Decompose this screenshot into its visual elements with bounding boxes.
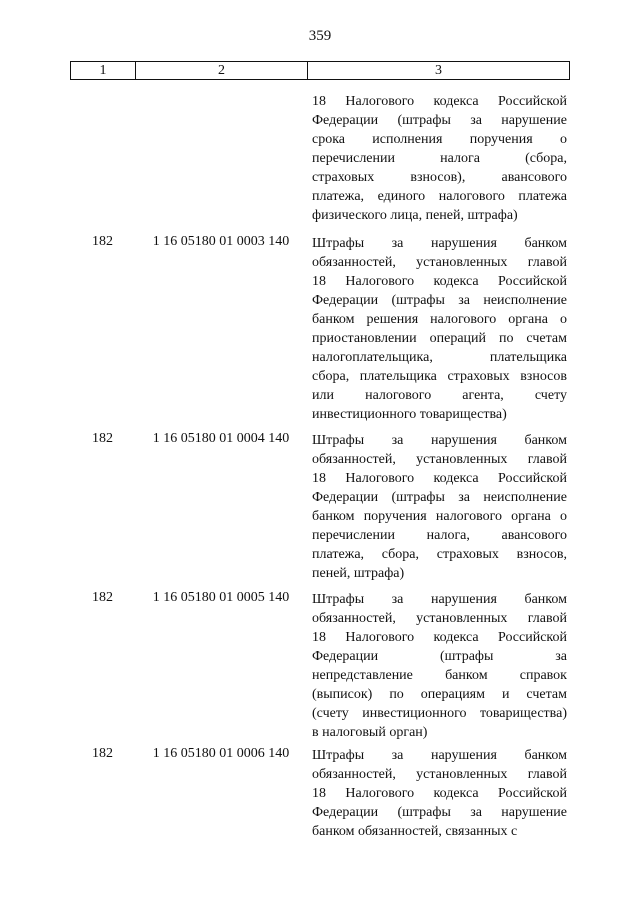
description-line: обязанностей, установленных главой (312, 255, 567, 270)
row-description (312, 590, 567, 742)
description-line: срока исполнения поручения о (312, 132, 567, 147)
admin-code: 182 (92, 590, 113, 605)
description-line: банком поручения налогового органа о (312, 509, 567, 524)
row-description (312, 431, 567, 583)
description-line: Штрафы за нарушения банком (312, 592, 567, 607)
description-line: банком решения налогового органа о (312, 312, 567, 327)
description-line: платежа, единого налогового платежа (312, 189, 567, 204)
description-line: обязанностей, установленных главой (312, 611, 567, 626)
description-line: в налоговый орган) (312, 725, 428, 740)
description-line: страховых взносов), авансового (312, 170, 567, 185)
description-line: обязанностей, установленных главой (312, 452, 567, 467)
description-line: Федерации (штрафы за неисполнение (312, 293, 567, 308)
row-description (312, 746, 567, 841)
admin-code: 182 (92, 431, 113, 446)
description-line: Штрафы за нарушения банком (312, 748, 567, 763)
kbk-code: 1 16 05180 01 0004 140 (152, 431, 290, 446)
description-line: (счету инвестиционного товарищества) (312, 706, 567, 721)
description-line: приостановлении операций по счетам (312, 331, 567, 346)
page-number: 359 (308, 28, 332, 44)
row-description (312, 92, 567, 225)
description-line: (выписок) по операциям и счетам (312, 687, 567, 702)
row-description (312, 234, 567, 424)
description-line: Штрафы за нарушения банком (312, 433, 567, 448)
description-line: платежа, сбора, страховых взносов, (312, 547, 567, 562)
admin-code: 182 (92, 746, 113, 761)
admin-code: 182 (92, 234, 113, 249)
table-header (70, 61, 570, 80)
description-line: перечислении налога (сбора, (312, 151, 567, 166)
header-col-2: 2 (136, 62, 308, 79)
description-line: налогоплательщика, плательщика (312, 350, 567, 365)
description-line: Федерации (штрафы за нарушение (312, 113, 567, 128)
description-line: пеней, штрафа) (312, 566, 405, 581)
description-line: инвестиционного товарищества) (312, 407, 507, 422)
description-line: 18 Налогового кодекса Российской (312, 274, 567, 289)
description-line: Федерации (штрафы за нарушение (312, 805, 567, 820)
description-line: сбора, плательщика страховых взносов (312, 369, 567, 384)
header-col-3: 3 (435, 62, 442, 78)
description-line: или налогового агента, счету (312, 388, 567, 403)
description-line: перечислении налога, авансового (312, 528, 567, 543)
header-col-1: 1 (71, 62, 136, 79)
description-line: Штрафы за нарушения банком (312, 236, 567, 251)
description-line: Федерации (штрафы за (312, 649, 567, 664)
description-line: 18 Налогового кодекса Российской (312, 786, 567, 801)
description-line: 18 Налогового кодекса Российской (312, 471, 567, 486)
description-line: обязанностей, установленных главой (312, 767, 567, 782)
description-line: 18 Налогового кодекса Российской (312, 94, 567, 109)
kbk-code: 1 16 05180 01 0005 140 (152, 590, 290, 605)
kbk-code: 1 16 05180 01 0006 140 (152, 746, 290, 761)
description-line: непредставление банком справок (312, 668, 567, 683)
description-line: банком обязанностей, связанных с (312, 824, 518, 839)
description-line: физического лица, пеней, штрафа) (312, 208, 518, 223)
kbk-code: 1 16 05180 01 0003 140 (152, 234, 290, 249)
description-line: Федерации (штрафы за неисполнение (312, 490, 567, 505)
description-line: 18 Налогового кодекса Российской (312, 630, 567, 645)
